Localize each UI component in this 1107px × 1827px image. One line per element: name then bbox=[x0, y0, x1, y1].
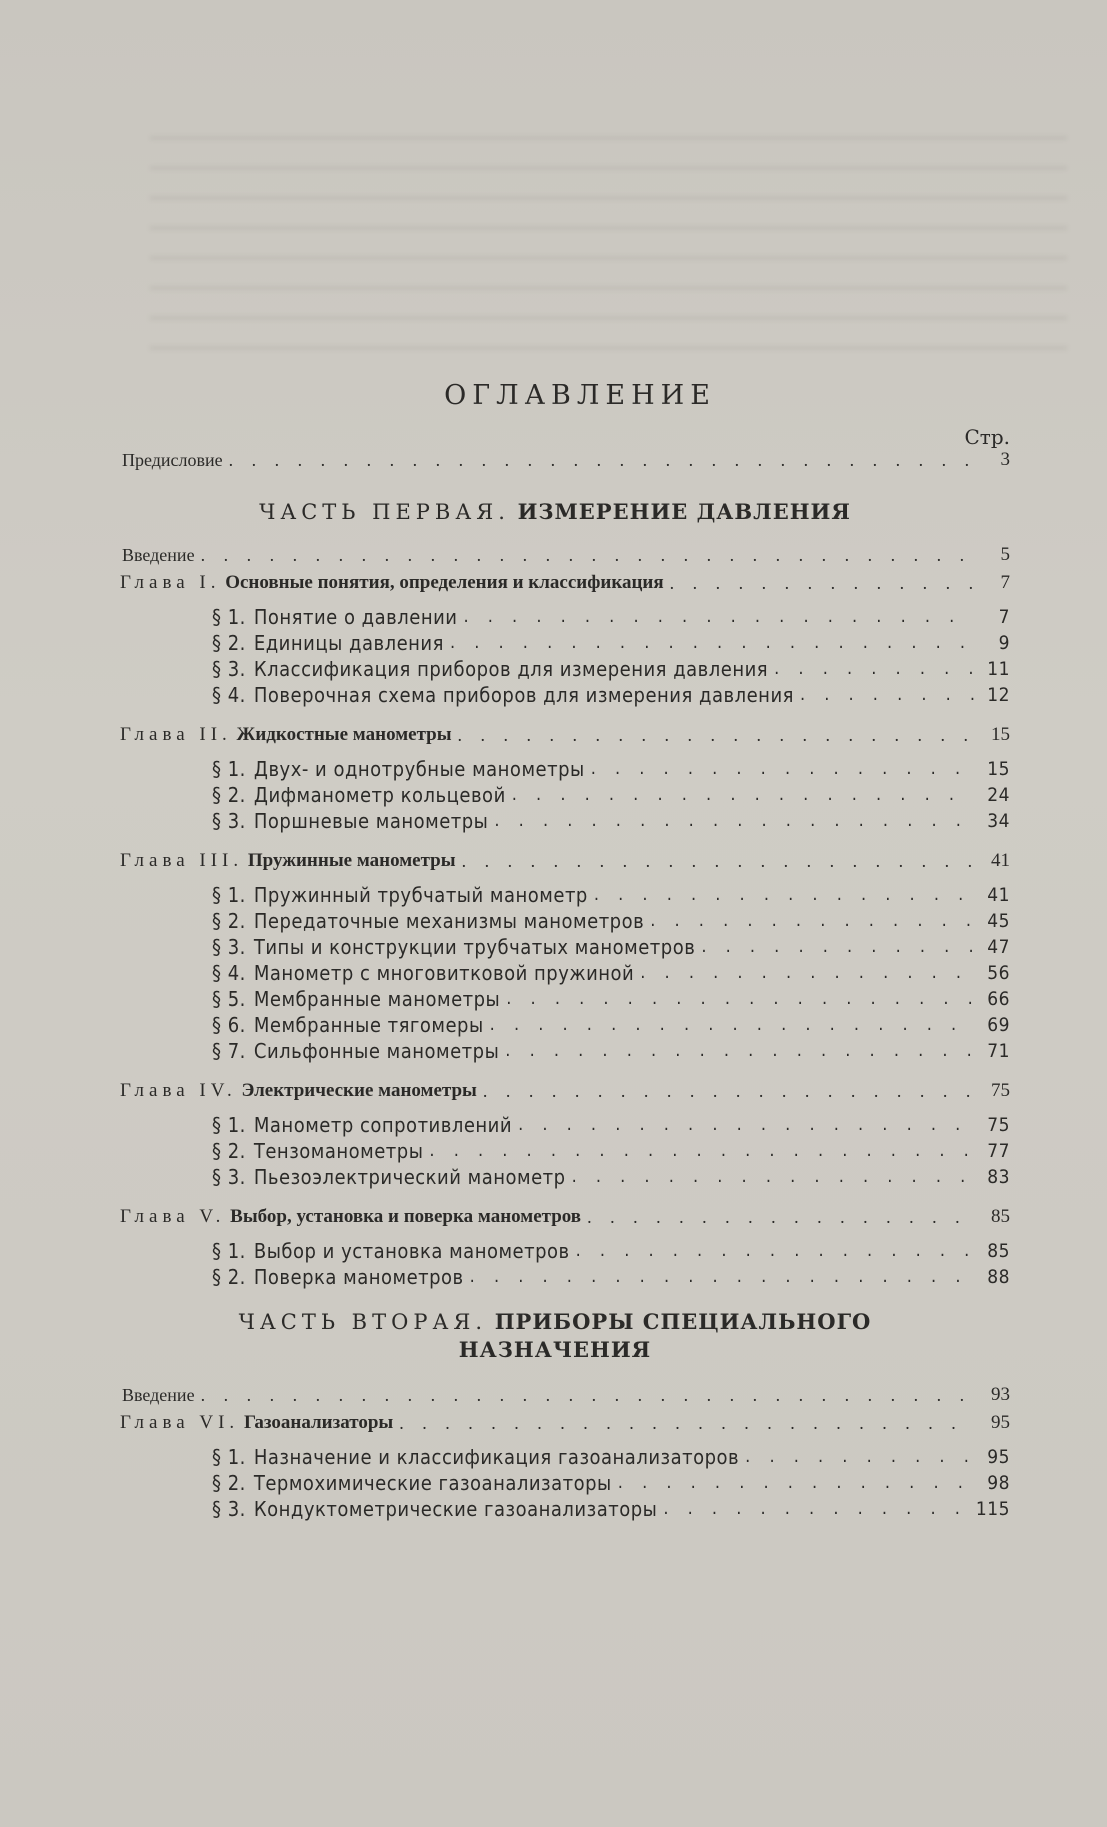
section-heading bbox=[212, 1038, 499, 1064]
section-entry bbox=[212, 630, 1010, 656]
dot-leader bbox=[640, 960, 974, 986]
section-entry bbox=[212, 1012, 1010, 1038]
dot-leader bbox=[594, 882, 974, 908]
section-title: Пьезоэлектрический манометр bbox=[253, 1165, 566, 1189]
section-entry bbox=[212, 934, 1010, 960]
section-entry bbox=[212, 682, 1010, 708]
section-title: Типы и конструкции трубчатых манометров bbox=[253, 935, 696, 959]
section-page: 69 bbox=[987, 1014, 1010, 1036]
section-number: § 2. bbox=[212, 1471, 246, 1495]
section-page: 24 bbox=[987, 784, 1010, 806]
section-title: Поверка манометров bbox=[253, 1265, 464, 1289]
section-page: 88 bbox=[987, 1266, 1010, 1288]
section-heading bbox=[212, 1496, 657, 1522]
section-heading bbox=[212, 1012, 484, 1038]
section-list bbox=[212, 756, 1010, 834]
section-number: § 2. bbox=[212, 1265, 246, 1289]
chapter-heading bbox=[120, 572, 664, 594]
chapter-number: Глава VI. bbox=[120, 1412, 240, 1433]
dot-leader bbox=[572, 1164, 974, 1190]
section-heading bbox=[212, 1238, 570, 1264]
section-heading bbox=[212, 656, 768, 682]
section-heading bbox=[212, 630, 444, 656]
section-number: § 1. bbox=[212, 1113, 246, 1137]
part-two-heading bbox=[100, 1308, 1010, 1364]
section-heading bbox=[212, 1264, 464, 1290]
section-number: § 2. bbox=[212, 631, 246, 655]
part-one-heading bbox=[100, 499, 1010, 524]
section-page: 115 bbox=[975, 1498, 1010, 1520]
chapter-heading bbox=[120, 1080, 477, 1102]
section-page: 95 bbox=[987, 1446, 1010, 1468]
chapter-number: Глава V. bbox=[120, 1206, 226, 1227]
dot-leader bbox=[774, 656, 974, 682]
section-title: Кондуктометрические газоанализаторы bbox=[253, 1497, 658, 1521]
section-title: Единицы давления bbox=[253, 631, 444, 655]
section-list bbox=[212, 1444, 1010, 1522]
part-one-name: ИЗМЕРЕНИЕ ДАВЛЕНИЯ bbox=[517, 499, 851, 524]
section-title: Выбор и установка манометров bbox=[253, 1239, 570, 1263]
section-list bbox=[212, 604, 1010, 708]
chapter-entry bbox=[120, 1080, 1010, 1102]
dot-leader bbox=[201, 545, 974, 566]
dot-leader bbox=[650, 908, 974, 934]
section-entry bbox=[212, 1164, 1010, 1190]
section-number: § 1. bbox=[212, 883, 246, 907]
section-entry bbox=[212, 1038, 1010, 1064]
section-title: Назначение и классификация газоанализаторов bbox=[253, 1445, 740, 1469]
section-entry bbox=[212, 1238, 1010, 1264]
chapter-heading bbox=[120, 1206, 581, 1228]
section-number: § 5. bbox=[212, 987, 246, 1011]
section-heading bbox=[212, 1444, 739, 1470]
section-page: 7 bbox=[998, 606, 1010, 628]
section-heading bbox=[212, 604, 457, 630]
chapter-number: Глава III. bbox=[120, 850, 244, 871]
section-heading bbox=[212, 908, 644, 934]
dot-leader bbox=[494, 808, 974, 834]
section-entry bbox=[212, 1496, 1010, 1522]
section-number: § 2. bbox=[212, 783, 246, 807]
section-entry bbox=[212, 1112, 1010, 1138]
section-entry bbox=[212, 1444, 1010, 1470]
chapter-title: Пружинные манометры bbox=[247, 850, 456, 871]
preface-label: Предисловие bbox=[122, 450, 223, 470]
chapter-entry bbox=[120, 572, 1010, 594]
intro-label: Введение bbox=[122, 1385, 195, 1405]
section-number: § 2. bbox=[212, 1139, 246, 1163]
section-heading bbox=[212, 1164, 566, 1190]
section-heading bbox=[212, 782, 506, 808]
dot-leader bbox=[463, 604, 974, 630]
part-two-intro bbox=[122, 1384, 1010, 1406]
preface-page: 3 bbox=[1000, 449, 1010, 470]
chapter-title: Газоанализаторы bbox=[243, 1412, 394, 1433]
section-heading bbox=[212, 934, 695, 960]
chapter-title: Основные понятия, определения и классификация bbox=[225, 572, 664, 593]
dot-leader bbox=[229, 450, 974, 471]
section-entry bbox=[212, 882, 1010, 908]
chapter-page: 95 bbox=[991, 1412, 1010, 1433]
section-page: 56 bbox=[987, 962, 1010, 984]
section-page: 77 bbox=[987, 1140, 1010, 1162]
chapter-heading bbox=[120, 724, 452, 746]
chapter-entry bbox=[120, 1206, 1010, 1228]
chapter-heading bbox=[120, 850, 456, 872]
section-entry bbox=[212, 908, 1010, 934]
section-page: 12 bbox=[987, 684, 1010, 706]
section-heading bbox=[212, 960, 634, 986]
section-number: § 3. bbox=[212, 1497, 246, 1521]
chapter-entry bbox=[120, 1412, 1010, 1434]
chapter-title: Электрические манометры bbox=[241, 1080, 477, 1101]
chapter-page: 85 bbox=[991, 1206, 1010, 1227]
section-entry bbox=[212, 1264, 1010, 1290]
section-number: § 2. bbox=[212, 909, 246, 933]
dot-leader bbox=[462, 851, 974, 872]
section-number: § 1. bbox=[212, 757, 246, 781]
section-page: 11 bbox=[987, 658, 1010, 680]
toc-title: ОГЛАВЛЕНИЕ bbox=[444, 380, 716, 411]
chapter-page: 7 bbox=[1000, 572, 1010, 593]
chapter-page: 41 bbox=[991, 850, 1010, 871]
section-page: 75 bbox=[987, 1114, 1010, 1136]
section-entry bbox=[212, 808, 1010, 834]
section-page: 34 bbox=[987, 810, 1010, 832]
dot-leader bbox=[505, 1038, 974, 1064]
section-number: § 4. bbox=[212, 683, 246, 707]
section-title: Понятие о давлении bbox=[253, 605, 458, 629]
section-entry bbox=[212, 756, 1010, 782]
dot-leader bbox=[512, 782, 974, 808]
dot-leader bbox=[458, 725, 974, 746]
section-number: § 6. bbox=[212, 1013, 246, 1037]
dot-leader bbox=[745, 1444, 974, 1470]
section-page: 41 bbox=[987, 884, 1010, 906]
section-page: 83 bbox=[987, 1166, 1010, 1188]
chapter-number: Глава II. bbox=[120, 724, 232, 745]
dot-leader bbox=[429, 1138, 974, 1164]
section-heading bbox=[212, 882, 588, 908]
chapter-title: Выбор, установка и поверка манометров bbox=[230, 1206, 582, 1227]
dot-leader bbox=[470, 1264, 974, 1290]
section-page: 98 bbox=[987, 1472, 1010, 1494]
section-number: § 3. bbox=[212, 1165, 246, 1189]
section-number: § 4. bbox=[212, 961, 246, 985]
chapter-number: Глава IV. bbox=[120, 1080, 237, 1101]
section-heading bbox=[212, 1112, 512, 1138]
intro-label: Введение bbox=[122, 545, 195, 565]
section-heading bbox=[212, 986, 500, 1012]
table-of-contents bbox=[100, 380, 1010, 1538]
dot-leader bbox=[490, 1012, 974, 1038]
dot-leader bbox=[587, 1207, 974, 1228]
section-entry bbox=[212, 604, 1010, 630]
section-heading bbox=[212, 808, 488, 834]
dot-leader bbox=[483, 1081, 974, 1102]
chapter-entry bbox=[120, 850, 1010, 872]
dot-leader bbox=[663, 1496, 970, 1522]
bleed-through-text bbox=[150, 110, 1067, 360]
chapter-page: 15 bbox=[991, 724, 1010, 745]
chapter-entry bbox=[120, 724, 1010, 746]
part-two-name-line2: НАЗНАЧЕНИЯ bbox=[458, 1337, 652, 1362]
intro-page: 93 bbox=[991, 1384, 1010, 1405]
preface-entry bbox=[122, 449, 1010, 471]
chapter-heading bbox=[120, 1412, 393, 1434]
section-page: 15 bbox=[987, 758, 1010, 780]
section-title: Классификация приборов для измерения давления bbox=[253, 657, 769, 681]
part-two-prefix: ЧАСТЬ ВТОРАЯ. bbox=[238, 1310, 488, 1334]
part-one-prefix: ЧАСТЬ ПЕРВАЯ. bbox=[259, 500, 510, 524]
section-heading bbox=[212, 1470, 612, 1496]
section-number: § 1. bbox=[212, 1239, 246, 1263]
section-heading bbox=[212, 756, 585, 782]
section-title: Термохимические газоанализаторы bbox=[253, 1471, 612, 1495]
section-heading bbox=[212, 1138, 423, 1164]
part-one-intro bbox=[122, 544, 1010, 566]
section-number: § 1. bbox=[212, 1445, 246, 1469]
chapter-title: Жидкостные манометры bbox=[236, 724, 452, 745]
part-two-name-line1: ПРИБОРЫ СПЕЦИАЛЬНОГО bbox=[494, 1309, 872, 1334]
section-list bbox=[212, 1112, 1010, 1190]
dot-leader bbox=[670, 573, 974, 594]
section-entry bbox=[212, 782, 1010, 808]
section-number: § 3. bbox=[212, 809, 246, 833]
dot-leader bbox=[450, 630, 974, 656]
section-title: Передаточные механизмы манометров bbox=[253, 909, 645, 933]
dot-leader bbox=[576, 1238, 974, 1264]
section-page: 85 bbox=[987, 1240, 1010, 1262]
section-title: Двух- и однотрубные манометры bbox=[253, 757, 585, 781]
page-column-label: Стр. bbox=[964, 425, 1010, 449]
dot-leader bbox=[618, 1470, 974, 1496]
section-page: 45 bbox=[987, 910, 1010, 932]
dot-leader bbox=[701, 934, 974, 960]
chapter-page: 75 bbox=[991, 1080, 1010, 1101]
section-entry bbox=[212, 960, 1010, 986]
dot-leader bbox=[518, 1112, 974, 1138]
section-title: Манометр с многовитковой пружиной bbox=[253, 961, 635, 985]
section-number: § 7. bbox=[212, 1039, 246, 1063]
section-entry bbox=[212, 986, 1010, 1012]
dot-leader bbox=[800, 682, 974, 708]
section-number: § 3. bbox=[212, 657, 246, 681]
dot-leader bbox=[399, 1413, 974, 1434]
section-number: § 1. bbox=[212, 605, 246, 629]
section-title: Дифманометр кольцевой bbox=[253, 783, 506, 807]
section-title: Поверочная схема приборов для измерения давления bbox=[253, 683, 794, 707]
dot-leader bbox=[506, 986, 974, 1012]
part-one-chapters bbox=[100, 572, 1010, 1290]
section-list bbox=[212, 1238, 1010, 1290]
section-heading bbox=[212, 682, 794, 708]
dot-leader bbox=[591, 756, 974, 782]
section-title: Сильфонные манометры bbox=[253, 1039, 500, 1063]
chapter-number: Глава I. bbox=[120, 572, 221, 593]
section-page: 9 bbox=[998, 632, 1010, 654]
part-two-chapters bbox=[100, 1412, 1010, 1522]
section-title: Поршневые манометры bbox=[253, 809, 489, 833]
section-entry bbox=[212, 656, 1010, 682]
section-title: Манометр сопротивлений bbox=[253, 1113, 513, 1137]
section-title: Тензоманометры bbox=[253, 1139, 424, 1163]
section-number: § 3. bbox=[212, 935, 246, 959]
section-page: 66 bbox=[987, 988, 1010, 1010]
dot-leader bbox=[201, 1385, 974, 1406]
intro-page: 5 bbox=[1000, 544, 1010, 565]
section-entry bbox=[212, 1470, 1010, 1496]
section-title: Мембранные тягомеры bbox=[253, 1013, 484, 1037]
section-title: Пружинный трубчатый манометр bbox=[253, 883, 588, 907]
section-page: 71 bbox=[987, 1040, 1010, 1062]
section-page: 47 bbox=[987, 936, 1010, 958]
section-list bbox=[212, 882, 1010, 1064]
section-entry bbox=[212, 1138, 1010, 1164]
section-title: Мембранные манометры bbox=[253, 987, 501, 1011]
